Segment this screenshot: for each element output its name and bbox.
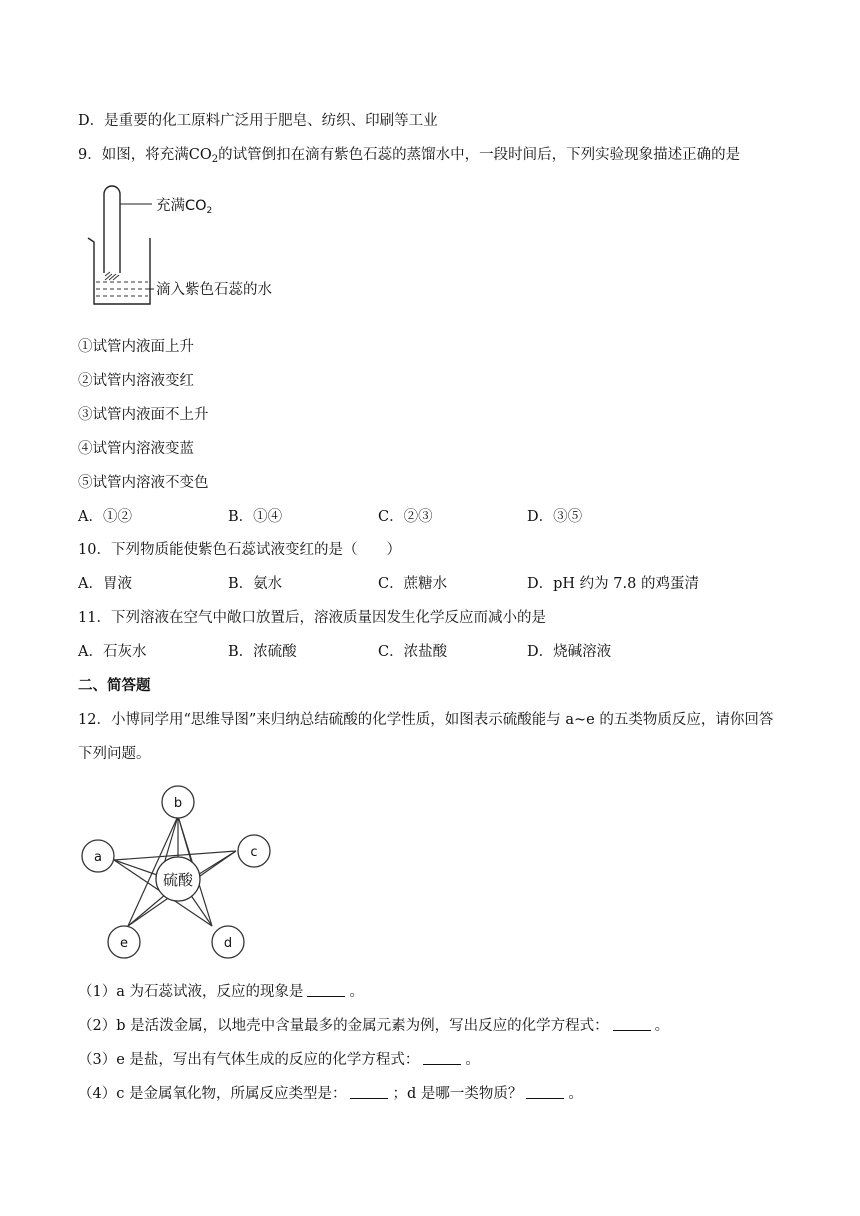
q12-part-1-text: （1）a 为石蕊试液，反应的现象是 bbox=[78, 984, 304, 1000]
node-e-label: e bbox=[120, 936, 128, 951]
q12-part-2-end: 。 bbox=[654, 1018, 670, 1034]
label-co2: 充满$CO_2$ bbox=[156, 198, 213, 216]
q11-option-a: A．石灰水 bbox=[78, 644, 147, 660]
q12-part-2 bbox=[78, 1016, 669, 1036]
q10-option-a: A．胃液 bbox=[78, 576, 132, 592]
q12-part-2-blank[interactable] bbox=[613, 1016, 651, 1031]
q10-option-c: C．蔗糖水 bbox=[378, 576, 448, 592]
q11-option-b: B．浓硫酸 bbox=[228, 644, 297, 660]
q9-option-c: C．②③ bbox=[378, 509, 433, 525]
question-12-stem-line2: 下列问题。 bbox=[78, 746, 151, 762]
test-tube bbox=[104, 186, 120, 273]
q12-part-1-end: 。 bbox=[349, 984, 364, 1000]
q9-option-a: A．①② bbox=[78, 509, 132, 525]
question-11-stem: 11．下列溶液在空气中敞口放置后，溶液质量因发生化学反应而减小的是 bbox=[78, 610, 546, 626]
tube-liquid bbox=[105, 272, 119, 280]
q9-item-3: ③试管内液面不上升 bbox=[78, 407, 209, 423]
section-heading: 二、简答题 bbox=[78, 677, 151, 694]
q9-option-b: B．①④ bbox=[228, 509, 283, 525]
label-water: 滴入紫色石蕊的水 bbox=[156, 282, 272, 298]
q12-part-4 bbox=[78, 1084, 583, 1104]
q12-part-4-text: （4）c 是金属氧化物，所属反应类型是： bbox=[78, 1086, 347, 1102]
node-a-label: a bbox=[94, 850, 102, 865]
q12-part-4-end: 。 bbox=[568, 1086, 583, 1102]
q9-item-2: ②试管内溶液变红 bbox=[78, 373, 194, 389]
node-d-label: d bbox=[223, 936, 233, 951]
q12-part-4-blank-1[interactable] bbox=[350, 1084, 388, 1099]
q9-stem-post: 的试管倒扣在滴有紫色石蕊的蒸馏水中，一段时间后，下列实验现象描述正确的是 bbox=[218, 147, 741, 163]
question-8-option-d: D．是重要的化工原料广泛用于肥皂、纺织、印刷等工业 bbox=[78, 113, 438, 129]
q9-item-1: ①试管内液面上升 bbox=[78, 339, 194, 355]
beaker bbox=[88, 238, 150, 304]
q12-part-2-text: （2）b 是活泼金属，以地壳中含量最多的金属元素为例，写出反应的化学方程式： bbox=[78, 1018, 609, 1034]
q10-option-d: D．pH 约为 7.8 的鸡蛋清 bbox=[527, 576, 699, 592]
sulfuric-acid-star-diagram bbox=[78, 784, 278, 964]
question-12-stem-line1: 12．小博同学用“思维导图”来归纳总结硫酸的化学性质，如图表示硫酸能与 a~e 的五类物质反应，请你回答 bbox=[78, 712, 774, 728]
q9-stem-sub: 2 bbox=[211, 154, 219, 165]
q12-part-4-mid: ；d 是哪一类物质？ bbox=[392, 1086, 523, 1102]
q9-item-4: ④试管内溶液变蓝 bbox=[78, 441, 194, 457]
q12-part-4-blank-2[interactable] bbox=[526, 1084, 564, 1099]
q12-part-3 bbox=[78, 1050, 480, 1070]
q12-part-3-blank[interactable] bbox=[423, 1050, 461, 1065]
center-label: 硫酸 bbox=[162, 871, 194, 889]
q10-option-b: B．氨水 bbox=[228, 576, 283, 592]
q9-stem-co: CO bbox=[188, 147, 212, 163]
q11-option-c: C．浓盐酸 bbox=[378, 644, 448, 660]
water-lines bbox=[96, 282, 148, 296]
q12-part-1 bbox=[78, 982, 364, 1002]
node-b-label: b bbox=[173, 796, 183, 811]
q9-option-d: D．③⑤ bbox=[527, 509, 583, 525]
q12-part-3-end: 。 bbox=[465, 1052, 480, 1068]
q12-part-1-blank[interactable] bbox=[307, 982, 345, 997]
question-9-stem bbox=[78, 145, 740, 170]
node-c-label: c bbox=[250, 845, 258, 860]
q9-item-5: ⑤试管内溶液不变色 bbox=[78, 475, 209, 491]
q11-option-d: D．烧碱溶液 bbox=[527, 644, 612, 660]
test-tube-beaker-figure bbox=[84, 178, 324, 313]
q12-part-3-text: （3）e 是盐，写出有气体生成的反应的化学方程式： bbox=[78, 1052, 420, 1068]
question-10-stem: 10．下列物质能使紫色石蕊试液变红的是（ ） bbox=[78, 542, 401, 558]
q9-stem-pre: 9．如图，将充满 bbox=[78, 147, 189, 163]
